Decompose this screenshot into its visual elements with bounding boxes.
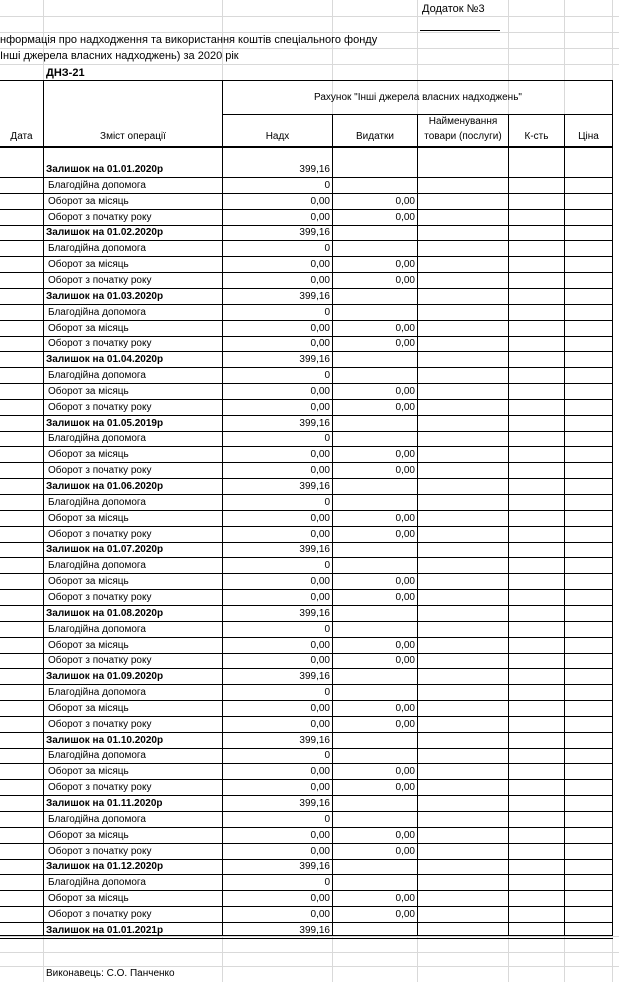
table-row [0, 717, 619, 733]
table-row [0, 384, 619, 400]
table-row [0, 162, 619, 178]
expense-value [333, 558, 415, 574]
income-value: 0,00 [310, 211, 330, 223]
expense-value [333, 352, 415, 368]
table-row [0, 780, 619, 796]
column-content: Зміст операції [100, 131, 166, 142]
operation-label: Оборот з початку року [48, 274, 152, 286]
operation-label: Залишок на 01.11.2020р [46, 798, 163, 809]
column-price: Ціна [578, 131, 599, 142]
table-row [0, 241, 619, 257]
operation-label: Залишок на 01.12.2020р [46, 861, 164, 873]
operation-label: Залишок на 01.06.2020р [46, 481, 164, 492]
table-row [0, 685, 619, 701]
operation-label: Оборот з початку року [48, 718, 152, 730]
table-row [0, 194, 619, 210]
income-value: 0,00 [310, 782, 330, 794]
table-row [0, 606, 619, 622]
column-quantity: К-сть [524, 131, 549, 142]
expense-value [333, 606, 415, 622]
expense-value [333, 178, 415, 194]
expense-value [333, 289, 415, 305]
table-row [0, 590, 619, 606]
expense-value [333, 241, 415, 257]
income-value: 0,00 [310, 195, 330, 207]
income-value: 0,00 [310, 766, 330, 778]
operation-label: Оборот за місяць [48, 702, 129, 714]
table-row [0, 907, 619, 923]
appendix-label: Додаток №3 [422, 3, 485, 15]
income-value: 0 [324, 243, 330, 255]
income-value: 0 [324, 179, 330, 191]
operation-label: Оборот за місяць [48, 322, 129, 334]
table-row [0, 495, 619, 511]
income-value: 0,00 [310, 528, 330, 540]
expense-value: 0,00 [395, 195, 415, 207]
operation-label: Благодійна допомога [48, 813, 146, 825]
income-value: 0,00 [310, 338, 330, 350]
table-row [0, 289, 619, 305]
income-value: 399,16 [299, 227, 330, 239]
table-row [0, 527, 619, 543]
operation-label: Благодійна допомога [48, 306, 146, 318]
operation-label: Благодійна допомога [48, 750, 146, 762]
operation-label: Залишок на 01.09.2020р [46, 671, 164, 683]
expense-value: 0,00 [395, 639, 415, 651]
income-value: 0,00 [310, 702, 330, 714]
expense-value [333, 416, 415, 432]
table-row [0, 923, 619, 939]
operation-label: Залишок на 01.10.2020р [46, 734, 164, 746]
operation-label: Оборот з початку року [48, 591, 152, 603]
income-value: 0,00 [310, 401, 330, 413]
operation-label: Залишок на 01.01.2020р [46, 164, 164, 175]
expense-value [333, 748, 415, 764]
table-row [0, 796, 619, 812]
column-item-name-line1: Найменування [428, 116, 498, 127]
expense-value: 0,00 [395, 401, 415, 413]
table-row [0, 511, 619, 527]
income-value: 0,00 [310, 274, 330, 286]
table-row [0, 844, 619, 860]
appendix-underline [420, 30, 500, 31]
income-value: 0,00 [310, 591, 330, 603]
expense-value [333, 859, 415, 875]
expense-value: 0,00 [395, 449, 415, 461]
operation-label: Оборот з початку року [48, 845, 152, 857]
operation-label: Оборот за місяць [48, 893, 129, 905]
expense-value: 0,00 [395, 893, 415, 905]
expense-value: 0,00 [395, 702, 415, 714]
table-row [0, 273, 619, 289]
organization-code: ДНЗ-21 [46, 67, 85, 79]
column-date: Дата [10, 131, 33, 142]
income-value: 0 [324, 877, 330, 889]
table-row [0, 812, 619, 828]
income-value: 0 [324, 306, 330, 318]
expense-value [333, 431, 415, 447]
expense-value [333, 812, 415, 828]
expense-value: 0,00 [395, 766, 415, 778]
income-value: 0,00 [310, 576, 330, 588]
income-value: 0,00 [310, 465, 330, 477]
expense-value: 0,00 [395, 465, 415, 477]
table-row [0, 558, 619, 574]
table-row [0, 447, 619, 463]
income-value: 0 [324, 813, 330, 825]
expense-value: 0,00 [395, 338, 415, 350]
expense-value [333, 875, 415, 891]
income-value: 0,00 [310, 639, 330, 651]
operation-label: Оборот з початку року [48, 465, 152, 477]
income-value: 399,16 [299, 671, 330, 683]
operation-label: Благодійна допомога [48, 433, 146, 445]
table-row [0, 701, 619, 717]
expense-value: 0,00 [395, 782, 415, 794]
expense-value [333, 923, 415, 939]
operation-label: Залишок на 01.03.2020р [46, 290, 164, 302]
table-row [0, 257, 619, 273]
operation-label: Оборот з початку року [48, 655, 152, 667]
expense-value [333, 622, 415, 638]
table-row [0, 542, 619, 558]
table-row [0, 859, 619, 875]
operation-label: Оборот за місяць [48, 829, 129, 841]
table-row [0, 431, 619, 447]
table-row [0, 321, 619, 337]
income-value: 0 [324, 433, 330, 445]
income-value: 0 [324, 750, 330, 762]
operation-label: Оборот з початку року [48, 338, 152, 350]
table-row [0, 463, 619, 479]
expense-value [333, 685, 415, 701]
income-value: 0 [324, 560, 330, 572]
operation-label: Залишок на 01.02.2020р [46, 227, 164, 239]
operation-label: Залишок на 01.08.2020р [46, 607, 164, 619]
table-row [0, 875, 619, 891]
operation-label: Благодійна допомога [48, 560, 146, 572]
income-value: 0,00 [310, 718, 330, 730]
expense-value: 0,00 [395, 829, 415, 841]
operation-label: Залишок на 01.07.2020р [46, 544, 164, 556]
income-value: 399,16 [299, 924, 330, 936]
operation-label: Благодійна допомога [48, 877, 146, 889]
income-value: 399,16 [299, 417, 330, 429]
income-value: 399,16 [299, 164, 330, 175]
table-row [0, 352, 619, 368]
operation-label: Оборот за місяць [48, 576, 129, 588]
income-value: 399,16 [299, 798, 330, 809]
operation-label: Оборот з початку року [48, 908, 152, 920]
operation-label: Оборот з початку року [48, 401, 152, 413]
table-row [0, 305, 619, 321]
operation-label: Залишок на 01.05.2019р [46, 417, 164, 429]
operation-label: Благодійна допомога [48, 496, 146, 508]
report-title-line1: нформація про надходження та використання коштів спеціального фонду [0, 34, 378, 46]
table-row [0, 210, 619, 226]
income-value: 0 [324, 623, 330, 635]
income-value: 0,00 [310, 908, 330, 920]
table-row [0, 653, 619, 669]
expense-value: 0,00 [395, 718, 415, 730]
income-value: 0,00 [310, 845, 330, 857]
expense-value [333, 796, 415, 812]
column-income: Надх [265, 131, 290, 142]
report-title-line2: Інші джерела власних надходжень) за 2020 рік [0, 50, 239, 62]
operation-label: Оборот з початку року [48, 782, 152, 794]
expense-value: 0,00 [395, 908, 415, 920]
income-value: 399,16 [299, 734, 330, 746]
table-row [0, 416, 619, 432]
operation-label: Оборот за місяць [48, 195, 129, 207]
expense-value [333, 495, 415, 511]
expense-value [333, 542, 415, 558]
table-row [0, 574, 619, 590]
expense-value [333, 479, 415, 495]
operation-label: Благодійна допомога [48, 243, 146, 255]
operation-label: Благодійна допомога [48, 623, 146, 635]
operation-label: Оборот за місяць [48, 512, 129, 524]
income-value: 0,00 [310, 655, 330, 667]
income-value: 0,00 [310, 259, 330, 271]
operation-label: Оборот з початку року [48, 528, 152, 540]
operation-label: Благодійна допомога [48, 687, 146, 699]
table-row [0, 400, 619, 416]
table-row [0, 764, 619, 780]
income-value: 399,16 [299, 861, 330, 873]
income-value: 0,00 [310, 512, 330, 524]
expense-value: 0,00 [395, 528, 415, 540]
table-row [0, 178, 619, 194]
expense-value: 0,00 [395, 845, 415, 857]
account-header: Рахунок "Інші джерела власних надходжень" [314, 92, 522, 103]
expense-value: 0,00 [395, 274, 415, 286]
income-value: 0,00 [310, 322, 330, 334]
operation-label: Оборот за місяць [48, 766, 129, 778]
table-row [0, 733, 619, 749]
expense-value [333, 368, 415, 384]
table-bottom-border [0, 935, 613, 936]
income-value: 0,00 [310, 385, 330, 397]
expense-value: 0,00 [395, 655, 415, 667]
income-value: 0,00 [310, 893, 330, 905]
expense-value: 0,00 [395, 512, 415, 524]
operation-label: Оборот за місяць [48, 385, 129, 397]
income-value: 0,00 [310, 829, 330, 841]
table-row [0, 622, 619, 638]
column-expense: Видатки [356, 131, 394, 142]
income-value: 399,16 [299, 481, 330, 492]
operation-label: Благодійна допомога [48, 370, 146, 382]
table-row [0, 368, 619, 384]
expense-value [333, 733, 415, 749]
expense-value [333, 162, 415, 178]
table-row [0, 225, 619, 241]
table-row [0, 669, 619, 685]
expense-value: 0,00 [395, 385, 415, 397]
operation-label: Залишок на 01.01.2021р [46, 924, 164, 936]
operation-label: Оборот за місяць [48, 639, 129, 651]
expense-value [333, 225, 415, 241]
income-value: 399,16 [299, 607, 330, 619]
income-value: 0 [324, 687, 330, 699]
executor-signature: Виконавець: С.О. Панченко [46, 968, 175, 979]
table-row [0, 336, 619, 352]
income-value: 399,16 [299, 290, 330, 302]
table-row [0, 638, 619, 654]
expense-value: 0,00 [395, 259, 415, 271]
column-item-name-line2: товари (послуги) [424, 131, 502, 142]
table-row [0, 828, 619, 844]
expense-value [333, 305, 415, 321]
operation-label: Оборот за місяць [48, 449, 129, 461]
table-row [0, 891, 619, 907]
income-value: 0,00 [310, 449, 330, 461]
operation-label: Залишок на 01.04.2020р [46, 354, 164, 366]
expense-value: 0,00 [395, 591, 415, 603]
income-value: 0 [324, 370, 330, 382]
expense-value: 0,00 [395, 576, 415, 588]
income-value: 399,16 [299, 544, 330, 556]
income-value: 0 [324, 496, 330, 508]
income-value: 399,16 [299, 354, 330, 366]
operation-label: Оборот за місяць [48, 259, 129, 271]
table-row [0, 748, 619, 764]
table-row [0, 479, 619, 495]
expense-value: 0,00 [395, 322, 415, 334]
operation-label: Благодійна допомога [48, 179, 146, 191]
expense-value [333, 669, 415, 685]
operation-label: Оборот з початку року [48, 211, 152, 223]
expense-value: 0,00 [395, 211, 415, 223]
